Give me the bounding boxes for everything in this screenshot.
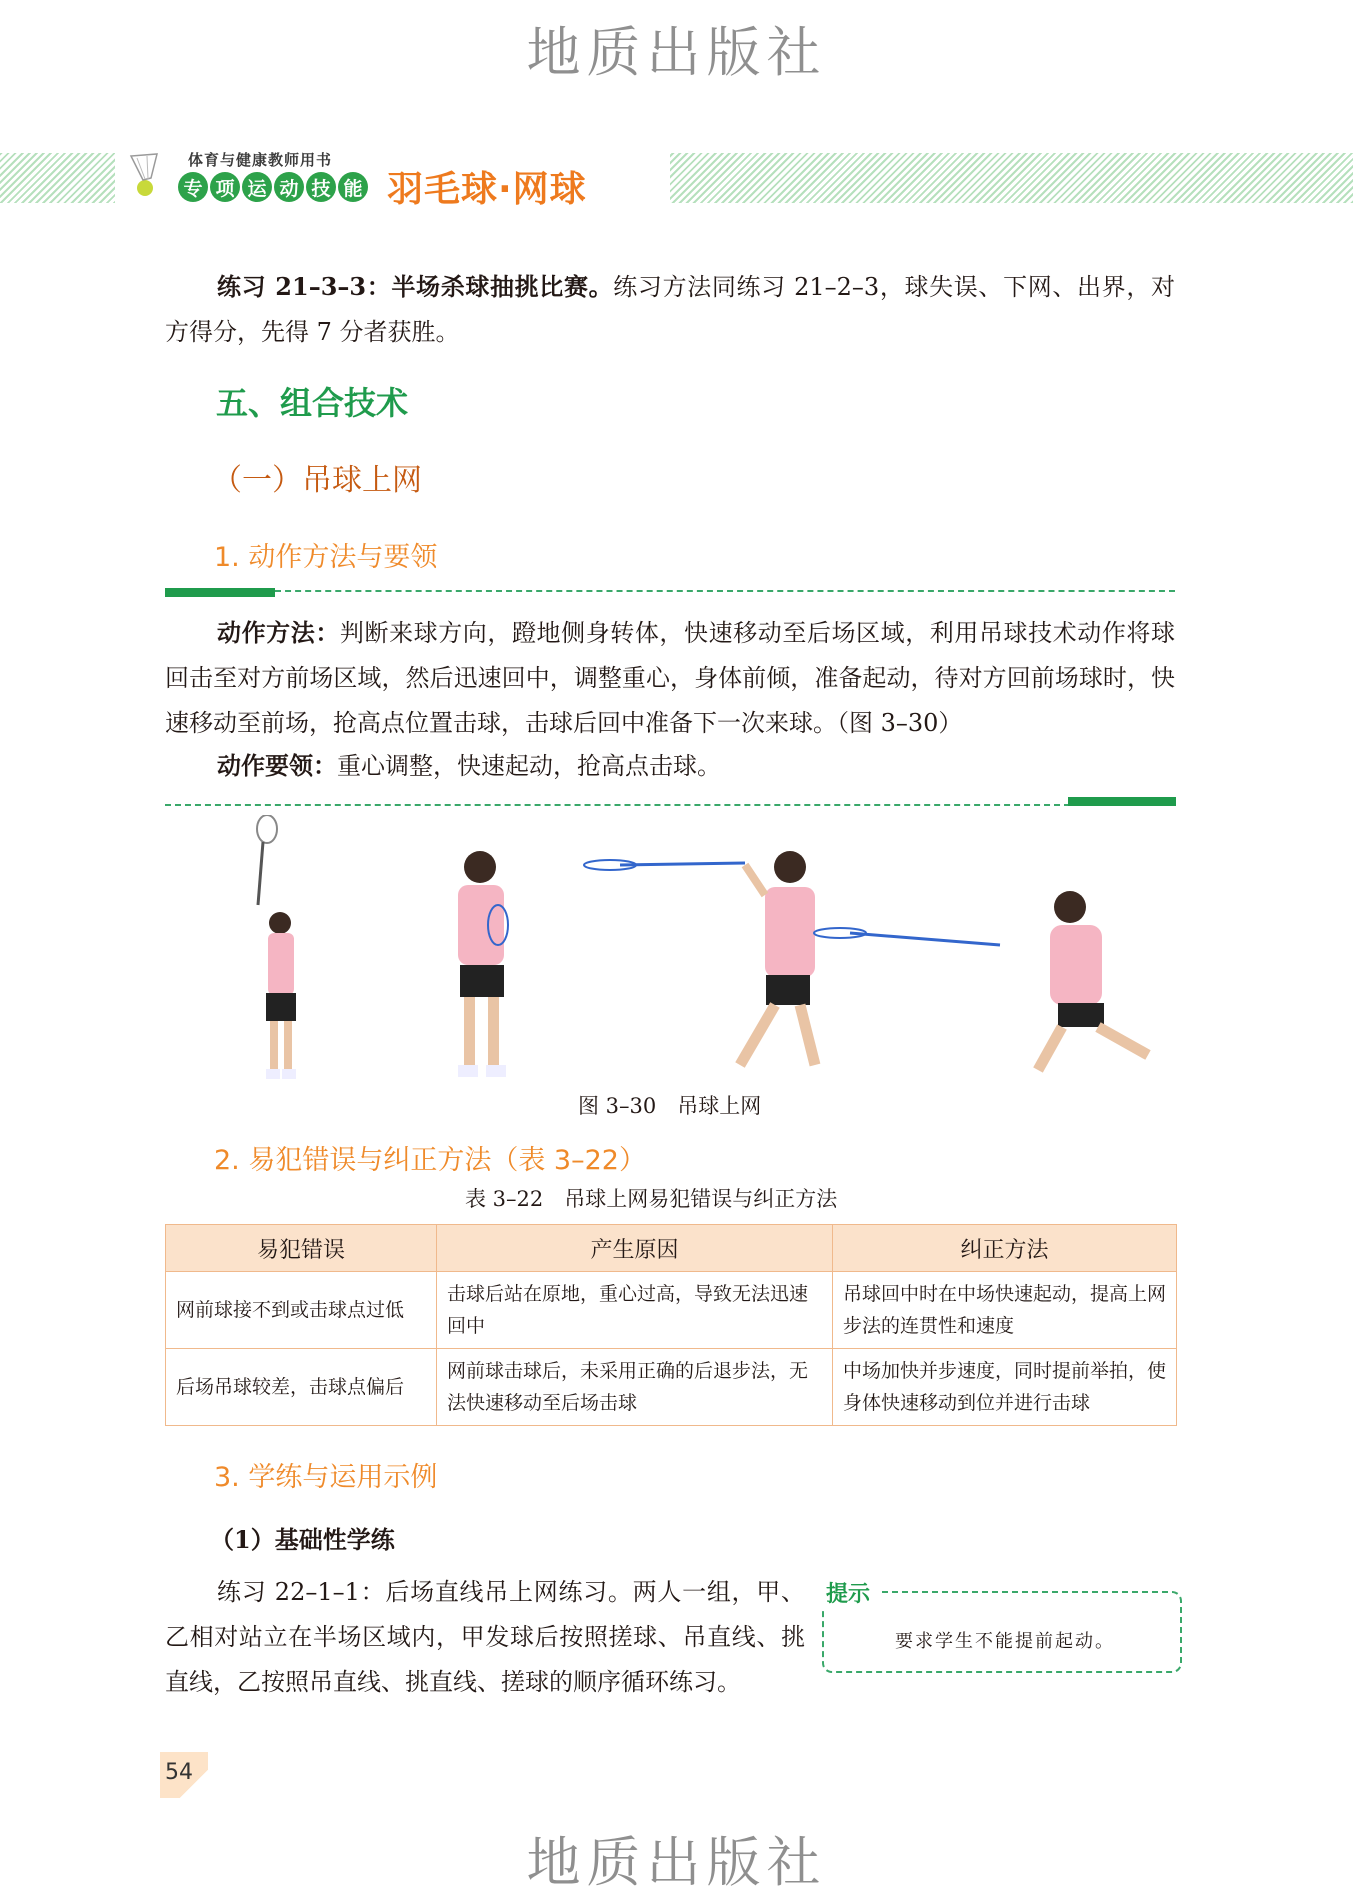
dashed-divider <box>165 804 1070 806</box>
page-number: 54 <box>165 1760 193 1785</box>
athlete-photo <box>458 851 508 1077</box>
exercise-text: 练习方法同练习 21–2–3，球失误、下网、出界，对方得分，先得 7 分者获胜。 <box>165 273 1175 346</box>
key-points-paragraph <box>165 743 1175 789</box>
subheading-practice: 3. 学练与运用示例 <box>214 1462 438 1493</box>
method-paragraph <box>165 610 1175 746</box>
series-chip: 专 <box>178 172 208 202</box>
series-subtitle: 体育与健康教师用书 <box>188 151 333 169</box>
green-accent-bar <box>1068 797 1176 806</box>
key-points-text: 重心调整，快速起动，抢高点击球。 <box>337 752 721 780</box>
table-caption: 表 3–22 吊球上网易犯错误与纠正方法 <box>465 1187 838 1211</box>
practice-basic-heading: （1）基础性学练 <box>210 1525 395 1554</box>
exercise-label: 练习 21–3–3： <box>217 272 392 301</box>
table-header-cell: 产生原因 <box>437 1225 833 1272</box>
intro-paragraph <box>165 264 1175 355</box>
series-chip: 动 <box>274 172 304 202</box>
exercise-title: 半场杀球抽挑比赛。 <box>391 272 614 301</box>
tip-text: 要求学生不能提前起动。 <box>895 1631 1115 1652</box>
errors-table <box>165 1224 1177 1426</box>
book-title: 羽毛球·网球 <box>387 169 587 210</box>
subheading-method: 1. 动作方法与要领 <box>214 542 438 573</box>
practice-label: 练习 22–1–1： <box>217 1578 386 1606</box>
method-text: 判断来球方向，蹬地侧身转体，快速移动至后场区域，利用吊球技术动作将球回击至对方前场区域，然后迅速回中，调整重心，身体前倾，准备起动，待对方回前场球时，快速移动至前场，抢高点位置击球，击球后回中准备下一次来球。（图 3–30） <box>165 619 1176 737</box>
table-cell: 网前球接不到或击球点过低 <box>166 1272 437 1349</box>
table-cell: 吊球回中时在中场快速起动，提高上网步法的连贯性和速度 <box>833 1272 1177 1349</box>
table-row <box>166 1349 1177 1426</box>
figure-caption: 图 3–30 吊球上网 <box>578 1094 762 1118</box>
method-label: 动作方法： <box>217 618 340 647</box>
key-points-label: 动作要领： <box>217 751 337 780</box>
dashed-divider <box>275 590 1175 592</box>
practice-text: 两人一组，甲、乙相对站立在半场区域内，甲发球后按照搓球、吊直线、挑直线，乙按照吊直线、挑直线、搓球的顺序循环练习。 <box>165 1578 806 1696</box>
table-cell: 击球后站在原地，重心过高，导致无法迅速回中 <box>437 1272 833 1349</box>
series-chip: 项 <box>210 172 240 202</box>
green-accent-bar <box>165 588 275 597</box>
watermark-top: 地质出版社 <box>526 21 827 84</box>
series-chip-row <box>178 172 368 202</box>
tip-label: 提示 <box>818 1577 878 1611</box>
practice-paragraph <box>165 1570 805 1705</box>
subsection-heading: （一）吊球上网 <box>212 463 422 498</box>
section-heading: 五、组合技术 <box>216 384 409 422</box>
athlete-photo <box>584 851 815 1065</box>
table-row <box>166 1272 1177 1349</box>
table-header-row <box>166 1225 1177 1272</box>
shuttlecock-logo-icon <box>123 150 163 198</box>
table-cell: 中场加快并步速度，同时提前举拍，使身体快速移动到位并进行击球 <box>833 1349 1177 1426</box>
practice-title: 后场直线吊上网练习。 <box>385 1578 633 1606</box>
athlete-photo <box>257 815 296 1079</box>
series-chip: 运 <box>242 172 272 202</box>
table-cell: 网前球击球后，未采用正确的后退步法，无法快速移动至后场击球 <box>437 1349 833 1426</box>
watermark-bottom: 地质出版社 <box>526 1831 827 1894</box>
table-header-cell: 易犯错误 <box>166 1225 437 1272</box>
table-cell: 后场吊球较差，击球点偏后 <box>166 1349 437 1426</box>
series-chip: 能 <box>338 172 368 202</box>
athlete-photo <box>814 891 1148 1070</box>
table-header-cell: 纠正方法 <box>833 1225 1177 1272</box>
subheading-errors: 2. 易犯错误与纠正方法（表 3–22） <box>214 1145 646 1176</box>
series-chip: 技 <box>306 172 336 202</box>
figure-drop-and-net <box>200 815 1160 1090</box>
